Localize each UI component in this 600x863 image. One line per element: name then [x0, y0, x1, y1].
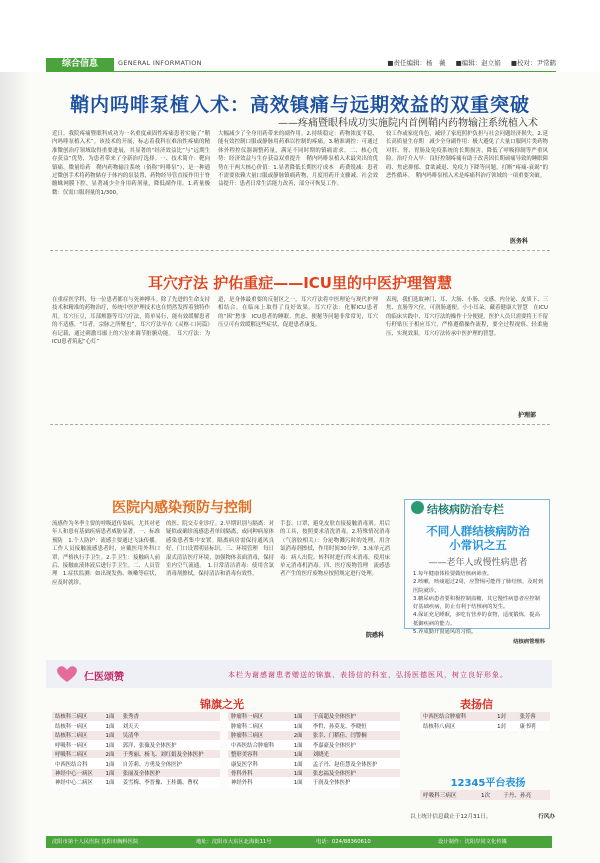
table-row: [228, 721, 400, 730]
article2-col1: 在重症医学科，每一位患者都在与死神搏斗。除了先进的生命支持技术和精准的药物治疗，传统中医护理技术也在悄然发挥着独特作用。耳穴压豆，耳部颊器等耳穴疗法，简单易行，能有效缓解患者的不适感。“耳者，宗脉之所聚也”，耳穴疗法早在《灵枢·口问篇》有记载，通过刺激耳廓上的穴位来调节脏腑功能。 耳穴疗法：为ICU患者筑起“心灯”: [52, 297, 210, 346]
dept: 结核科一病区: [52, 721, 103, 730]
count: 1面: [103, 759, 120, 768]
page-fold-shadow: [0, 0, 30, 863]
dept: 神经中心一病区: [52, 768, 103, 777]
count: 1面: [291, 768, 310, 777]
count: 2面: [103, 750, 120, 759]
recipient: 张丽及全体医护: [120, 768, 220, 777]
dept: 整形美容科: [228, 750, 291, 759]
tb-title-line2: 小常识之五: [449, 538, 507, 552]
heart-hands-icon: [52, 662, 82, 686]
table-row: [228, 712, 400, 721]
count: 1面: [103, 768, 120, 777]
section-english: GENERAL INFORMATION: [118, 59, 202, 67]
dept: 神经中心二病区: [52, 778, 103, 787]
table-row: [52, 731, 220, 740]
praise-logo-text: 仁医颂赞: [84, 672, 124, 683]
recipient: 康书明: [517, 721, 551, 730]
count: 1面: [291, 712, 310, 721]
editor-name: ■责任编辑：杨 薇: [387, 59, 446, 67]
list-item: 5.养成勤开窗通风的习惯。: [413, 629, 477, 636]
list-item: 4.保证充足睡眠，多吃有营养的食物，适度锻炼，提高抵御疾病的能力。: [413, 612, 540, 627]
praise-author: 行风办: [538, 814, 555, 820]
count: 1面: [291, 721, 310, 730]
table-row: [52, 778, 220, 787]
article3-col3: 手套、口罩，避免皮肤直接接触消毒剂。用后的工具，按照要求清洗消毒。2.特殊情况消毒（气溶胶相关）：分泌物溅污时的处理，用含氯消毒剂擦拭，作用时间30分钟。3.床单元消毒：病人出院、转科时进行终末消毒，使用床单元消毒机消毒。四、医疗废物管理 流感患者产生的医疗废物应按照规定进行处理。: [280, 521, 390, 578]
praise-table: [420, 712, 550, 731]
note: [410, 812, 555, 820]
editor-credits: [379, 58, 556, 67]
count: 1面: [291, 740, 310, 749]
tb-column-header: [405, 499, 551, 517]
banners-title: 锦旗之光: [200, 698, 244, 711]
hotline-title: 12345平台表扬: [450, 778, 526, 789]
table-row: [52, 712, 220, 721]
table-row: [228, 731, 400, 740]
article2-title: 耳穴疗法 护佑重症——ICU里的中医护理智慧: [148, 274, 452, 292]
recipient: 张秀香: [120, 712, 220, 721]
footer-org: 沈阳市第十人民医院 沈阳市胸科医院: [52, 839, 139, 845]
recipient: 张忠福及全体医护: [310, 768, 400, 777]
dept: 骨科外科: [228, 768, 291, 777]
table-row: [420, 712, 550, 721]
table-row: [420, 721, 550, 730]
table-row: [52, 768, 220, 777]
count: 1面: [291, 759, 310, 768]
note-text: 以上统计信息截止于12月31日。: [410, 814, 492, 820]
article1-author: 医务科: [510, 238, 529, 245]
dept: 呼吸科三病区: [423, 793, 457, 799]
divider: [50, 424, 550, 425]
recipient: 郭洋、张薇及全体医护: [120, 740, 220, 749]
article3-col2: 的医、院交专业诊疗。2.早期识别与隔离：对疑似或确诊流感患者单间隔离，或同种病原体感染患者集中安置。隔离病房需保持通风良好，门口设置明显标识。三、环境管理 每日湿式清洁医疗环境，加强物体表面消毒，保持室内空气流通。 1.日常清洁消毒：使用含氯消毒剂擦拭，保持清洁和消毒有效性。: [166, 521, 274, 578]
recipient: 张芳蓉: [517, 712, 551, 721]
lung-icon: [411, 501, 424, 514]
recipient: 吴清华: [120, 731, 220, 740]
count: 1面: [291, 778, 310, 787]
banners-table-right: [228, 712, 400, 788]
divider: [50, 250, 550, 251]
dept: 康复医学科: [228, 759, 291, 768]
table-row: [52, 759, 220, 768]
dept: 中西医结合肿瘤科: [228, 740, 291, 749]
tb-title: [405, 524, 551, 552]
dept: 肿瘤科一病区: [228, 712, 291, 721]
table-row: [52, 721, 220, 730]
table-row: [420, 790, 550, 800]
article1-title: 鞘内吗啡泵植入术：高效镇痛与远期效益的双重突破: [69, 94, 530, 116]
recipient: 张幸、门稻佳、闫警桐: [310, 731, 400, 740]
tb-column-name: 结核病防治专栏: [427, 503, 504, 516]
article3-col1: 流感作为冬季主要的呼吸道传染病，尤其对老年人和患有基础疾病患者威胁显著。一、标准预防 1.个人防护：流感主要通过飞沫传播。工作人员接触流感患者时，应戴医用外科口罩，严格执行手卫生。2.手卫生：接触病人前后、接触血液体液后进行手卫生。二、人员管理 1.症状监测：如出现发热、咳嗽等症状，应及时就诊。: [52, 521, 160, 586]
article2-col3: 表现，我们选取神门、耳、大肠、小肠、交感、内分泌、皮质下、三焦、直肠等穴位，可润肠通便。小小耳朵，藏着健康大智慧 在ICU的临床实践中，耳穴疗法的操作十分便捷，医护人员只需要将王不留行籽贴压于相应耳穴，严格遵循操作流程，要全过程视察、轻柔施压、实现效果。耳穴疗法传承中医护理的智慧。: [386, 297, 548, 337]
footer-phone: 电话：024/88360610: [316, 839, 371, 845]
count: 1次: [480, 793, 491, 799]
article3-title: 医院内感染预防与控制: [112, 500, 252, 516]
banners-table-left: [52, 712, 220, 788]
count: 1封: [494, 721, 516, 730]
praise-title: 表扬信: [460, 698, 493, 711]
dept: 神经外科: [228, 778, 291, 787]
table-row: [228, 768, 400, 777]
count: 1面: [103, 712, 120, 721]
tb-subtitle: ——老年人或慢性病患者: [428, 558, 528, 568]
table-row: [228, 759, 400, 768]
dept: 呼吸科二病区: [52, 750, 103, 759]
article2-col2: 道，是身体最重要的反射区之一。耳穴疗法将中医理论与现代护理相结合，在临床上取得了良好效果。耳穴疗法：化解ICU患者的“困”愁事 ICU患者的睡眠、焦虑、便秘等问题非常常见，耳穴压豆可有效缓解这些症状，促进患者康复。: [218, 297, 378, 329]
list-item: 2.咳嗽、咳痰超过2周，应警惕可能得了肺结核，及时到医院就诊。: [413, 579, 544, 594]
table-row: [228, 750, 400, 759]
recipient: 姜雪梅、李晋豫、王桂璐、曹权: [120, 778, 220, 787]
article2-author: 护理部: [518, 412, 537, 419]
list-item: 1.每年健康体检要做结核病筛查。: [413, 571, 493, 577]
dept: 肿瘤科二病区: [228, 721, 291, 730]
article3-author: 院感科: [366, 632, 385, 639]
count: 1面: [103, 731, 120, 740]
table-row: [228, 778, 400, 787]
article1-subtitle: ——疼痛暨眼科成功实施院内首例鞘内药物输注系统植入术: [278, 118, 538, 129]
hotline-table: [420, 790, 550, 800]
footer-bar: [46, 836, 552, 848]
dept: 结核科八病区: [420, 721, 494, 730]
dept: 中西医结合肿瘤科: [420, 712, 494, 721]
praise-slogan: 本栏为谢感谢患者赠送的锦旗、表扬信的科室，弘扬医德医风，树立良好形象。: [228, 671, 508, 679]
proof-name: ■校对：尹常鹤: [510, 59, 556, 67]
recipient: 李嘉豪及全体医护: [310, 740, 400, 749]
dept: 结核科二病区: [52, 731, 103, 740]
article1-col2: 大幅减少了全身用药带来的副作用。2.持续稳定：药物浓度平稳，能有效控制口服或静脉用药难以控制的疼痛。3.精准调控：可通过体外程控仪器调整药量，满足不同时期的镇痛需求。二、核心优势：经济效益与生存获益双重提升 鞘内吗啡泵植入术最突出的优势在于两大核心价值：1.显著降低长期医疗成本 药费锐减：患者不需要依赖大量口服或静脉镇痛药物，月度用药开支骤减。社会效益提升：患者日常生活能力改善，部分可恢复工作。: [218, 131, 378, 188]
tb-list: [413, 570, 545, 647]
count: 1面: [103, 740, 120, 749]
designer-name: ■编辑：赵立娟: [455, 59, 501, 67]
count: 1封: [494, 712, 516, 721]
count: 1面: [103, 778, 120, 787]
dept: 肿瘤科三病区: [228, 731, 291, 740]
article1-col3: 较工作或家庭角色，减轻了家庭照护负担与社会问题经济损失。2.延长高质量生存期 减少全身副作用：极大避免了大量口服阿片类药物对肝、肾、胃肠及免疫系统的长期损害，降低了呼吸抑制等严重风险。治疗介入早：良好控制疼痛有助于改善因长期顽痛导致的睡眠障碍、焦虑抑郁、食欲减退、免疫力下降等问题，打断“疼痛-衰竭”的恶性循环。 鞘内吗啡泵植入术是疼痛科治疗领域的一项重要突破。: [386, 131, 548, 180]
recipient: 刘晓光: [310, 750, 400, 759]
dept: 中西医结合科: [52, 759, 103, 768]
tb-author: 结核病管理科: [513, 639, 545, 646]
tb-column-box: [404, 499, 550, 646]
table-row: [52, 750, 220, 759]
table-row: [52, 740, 220, 749]
dept: 结核科三病区: [52, 712, 103, 721]
recipient: 于润及全体医护: [310, 778, 400, 787]
recipient: 于高超及全体医护: [310, 712, 400, 721]
article1-col1: 近日，我院疼痛暨眼科成功为一名重度顽固性疼痛患者实施了“鞘内吗啡泵植入术”。该技术的开展，标志着我科在难治性疼痛的精准微创治疗领域取得重要进展，其显著的“经济效益比”与“远期生存获益”优势，为患者带来了全新治疗选择。一、技术简介：靶向镇痛，微量给药 鞘内药物输注系统（俗称“吗啡泵”），是一种通过微创手术将药物储存于体内的泵装置，药物经导管直接作用于脊髓蛛网膜下腔，显著减少全身用药剂量，降低副作用。1.药量极微：仅需口服剂量的1/300。: [52, 131, 210, 196]
recipient: 自芳莉、方勇及全体医护: [120, 759, 220, 768]
footer-design: 设计制作：沈阳岸同文化传媒: [438, 839, 507, 845]
recipient: 李哲、孙莫龙、李晓恒: [310, 721, 400, 730]
count: 1面: [103, 721, 120, 730]
dept: 呼吸科一病区: [52, 740, 103, 749]
recipient: 于丹、孙亮: [503, 793, 532, 799]
list-item: 3.糖尿病患者要积极控制血糖，其它慢性病患者应控制好基础疾病，防止有利于结核病的发生。: [413, 595, 540, 611]
table-row: [228, 740, 400, 749]
tb-title-line1: 不同人群结核病防治: [426, 524, 530, 538]
section-tag: 综合信息: [46, 58, 114, 71]
section-rule: [46, 71, 556, 72]
recipient: 刘天天: [120, 721, 220, 730]
footer-address: 地址：沈阳市大东区北海街11号: [196, 839, 272, 845]
recipient: 孟子丹、赵佳慧及全体医护: [310, 759, 400, 768]
recipient: 于秀丽、杨飞、刘红娟及全体医护: [120, 750, 220, 759]
count: 2面: [291, 731, 310, 740]
count: 1面: [291, 750, 310, 759]
